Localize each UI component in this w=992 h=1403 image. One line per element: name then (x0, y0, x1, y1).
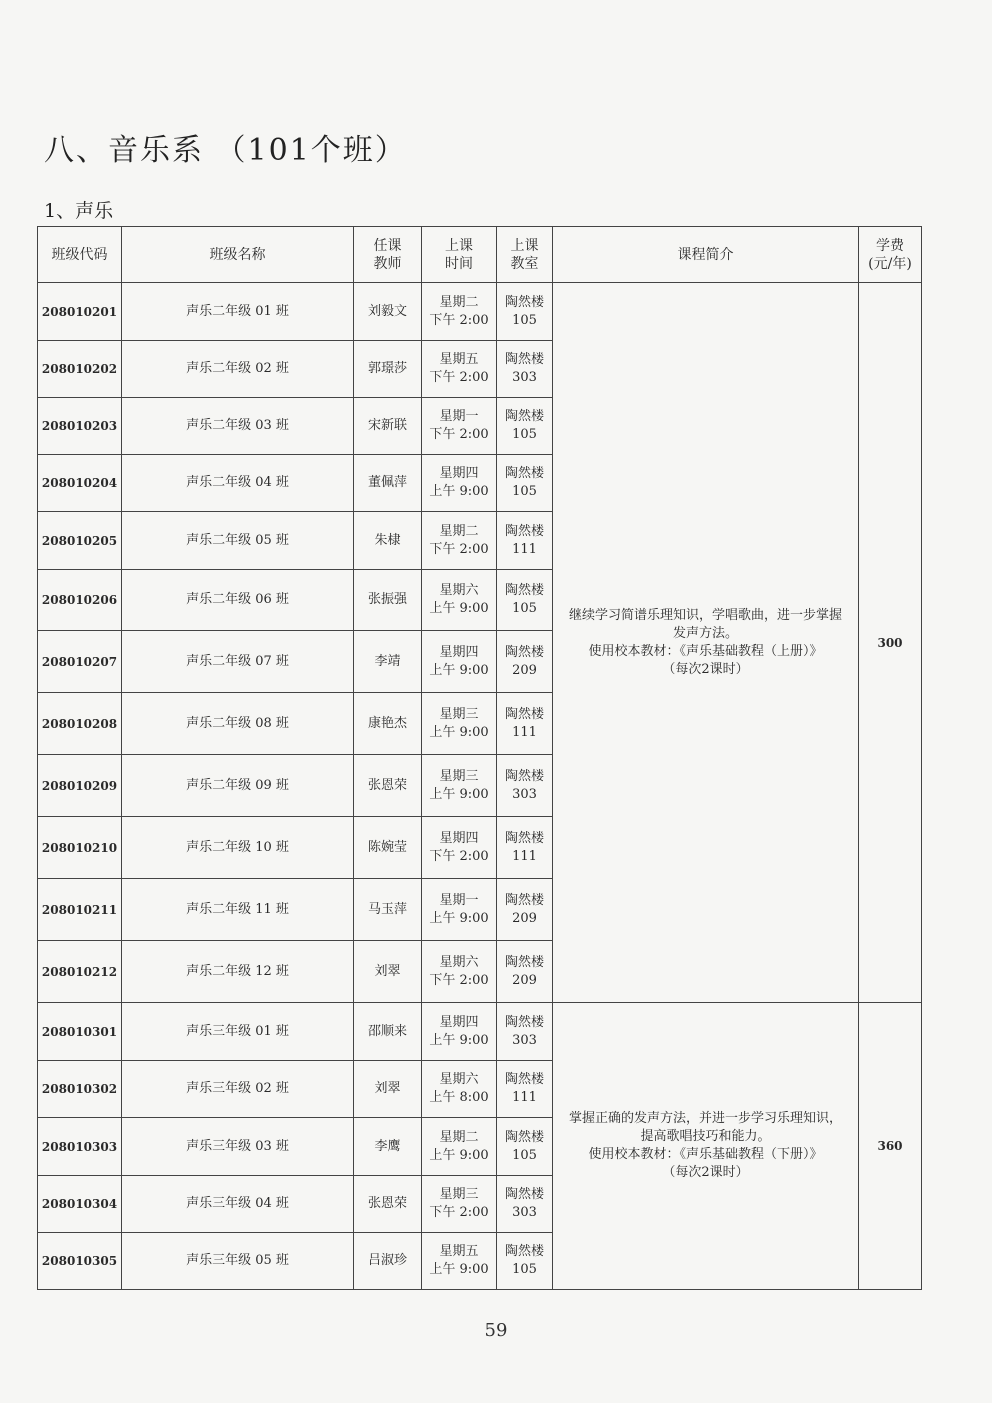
class-code: 208010304 (38, 1176, 122, 1233)
class-name: 声乐三年级 02 班 (122, 1061, 354, 1118)
class-time-line-1: 星期二 (439, 294, 479, 310)
classroom-line-1: 陶然楼 (504, 644, 544, 660)
header-teacher-line-2: 教师 (373, 255, 402, 272)
class-code: 208010208 (38, 693, 122, 755)
header-room-line-1: 上课 (510, 237, 539, 254)
header-room-line-2: 教室 (510, 255, 539, 272)
schedule-table (37, 226, 922, 1290)
class-time (422, 1061, 497, 1118)
class-time (422, 398, 497, 455)
class-code: 208010204 (38, 455, 122, 512)
class-code: 208010305 (38, 1233, 122, 1290)
classroom (497, 1118, 553, 1176)
classroom-line-1: 陶然楼 (504, 1072, 544, 1087)
classroom-line-1: 陶然楼 (504, 523, 544, 539)
teacher-name: 康艳杰 (354, 693, 422, 755)
class-time-line-2: 上午 9:00 (429, 484, 489, 499)
class-time-line-1: 星期二 (439, 523, 479, 539)
class-time (422, 817, 497, 879)
classroom-line-2: 111 (512, 541, 537, 557)
teacher-name: 朱棣 (354, 512, 422, 570)
class-time-line-2: 下午 2:00 (429, 1205, 489, 1220)
header-teacher (354, 227, 422, 283)
class-name: 声乐二年级 11 班 (122, 879, 354, 941)
teacher-name: 李鹰 (354, 1118, 422, 1176)
classroom-line-2: 209 (512, 910, 537, 926)
class-code: 208010206 (38, 570, 122, 631)
classroom-line-2: 105 (512, 601, 537, 616)
class-time (422, 693, 497, 755)
class-time (422, 570, 497, 631)
class-name: 声乐三年级 03 班 (122, 1118, 354, 1176)
course-description (553, 1003, 859, 1290)
class-time (422, 512, 497, 570)
class-name: 声乐二年级 09 班 (122, 755, 354, 817)
class-time-line-2: 下午 2:00 (429, 541, 489, 557)
table-row (38, 1003, 922, 1061)
course-description-line: 提高歌唱技巧和能力。 (640, 1129, 771, 1144)
classroom-line-2: 303 (512, 370, 537, 385)
classroom (497, 1061, 553, 1118)
tuition-fee: 300 (859, 283, 922, 1003)
class-time-line-2: 上午 9:00 (429, 662, 489, 678)
tuition-fee: 360 (859, 1003, 922, 1290)
header-fee-line-2: (元/年) (868, 255, 912, 272)
classroom-line-1: 陶然楼 (504, 466, 544, 481)
class-time-line-1: 星期六 (439, 1072, 479, 1087)
course-description-line: 掌握正确的发声方法，并进一步学习乐理知识， (568, 1111, 842, 1126)
classroom (497, 693, 553, 755)
class-name: 声乐二年级 12 班 (122, 941, 354, 1003)
class-time (422, 631, 497, 693)
classroom (497, 512, 553, 570)
classroom-line-2: 105 (512, 484, 537, 499)
class-time (422, 341, 497, 398)
class-time-line-1: 星期五 (439, 352, 479, 367)
class-name: 声乐二年级 01 班 (122, 283, 354, 341)
class-time-line-1: 星期三 (439, 768, 479, 784)
class-time-line-2: 上午 9:00 (429, 786, 489, 802)
table-row (38, 283, 922, 341)
classroom (497, 341, 553, 398)
teacher-name: 刘翠 (354, 941, 422, 1003)
course-description-line: 使用校本教材：《声乐基础教程（下册）》 (588, 1147, 823, 1162)
teacher-name: 马玉萍 (354, 879, 422, 941)
class-time (422, 1233, 497, 1290)
classroom-line-2: 303 (512, 1205, 537, 1220)
classroom-line-1: 陶然楼 (504, 409, 544, 424)
classroom-line-1: 陶然楼 (504, 583, 544, 598)
class-name: 声乐二年级 04 班 (122, 455, 354, 512)
class-time (422, 1003, 497, 1061)
header-fee-line-1: 学费 (876, 237, 904, 254)
class-time-line-1: 星期五 (439, 1244, 479, 1259)
course-description-line: 发声方法。 (672, 625, 738, 641)
class-time (422, 941, 497, 1003)
class-name: 声乐二年级 10 班 (122, 817, 354, 879)
table-body (38, 283, 922, 1290)
class-time-line-2: 下午 2:00 (429, 370, 489, 385)
classroom-line-1: 陶然楼 (504, 892, 544, 908)
class-code: 208010209 (38, 755, 122, 817)
class-time-line-2: 下午 2:00 (429, 972, 489, 988)
classroom-line-1: 陶然楼 (504, 1129, 544, 1145)
classroom-line-1: 陶然楼 (504, 352, 544, 367)
classroom (497, 817, 553, 879)
course-description (553, 283, 859, 1003)
classroom-line-1: 陶然楼 (504, 954, 544, 970)
class-time-line-2: 下午 2:00 (429, 427, 489, 442)
teacher-name: 张振强 (354, 570, 422, 631)
classroom (497, 631, 553, 693)
class-time (422, 455, 497, 512)
class-name: 声乐二年级 07 班 (122, 631, 354, 693)
classroom-line-1: 陶然楼 (504, 830, 544, 846)
class-name: 声乐三年级 01 班 (122, 1003, 354, 1061)
class-code: 208010211 (38, 879, 122, 941)
classroom (497, 283, 553, 341)
teacher-name: 郭璟莎 (354, 341, 422, 398)
class-name: 声乐二年级 02 班 (122, 341, 354, 398)
class-time (422, 879, 497, 941)
class-time (422, 1176, 497, 1233)
header-fee (859, 227, 922, 283)
class-time-line-1: 星期四 (439, 644, 479, 660)
class-time-line-2: 上午 8:00 (429, 1090, 489, 1105)
class-name: 声乐二年级 05 班 (122, 512, 354, 570)
classroom-line-2: 303 (512, 786, 537, 802)
class-name: 声乐二年级 03 班 (122, 398, 354, 455)
classroom-line-1: 陶然楼 (504, 768, 544, 784)
class-time-line-2: 下午 2:00 (429, 312, 489, 328)
class-time-line-2: 上午 9:00 (429, 1262, 489, 1277)
teacher-name: 李靖 (354, 631, 422, 693)
class-time-line-2: 上午 9:00 (429, 724, 489, 740)
class-time-line-1: 星期四 (439, 1014, 479, 1030)
classroom (497, 879, 553, 941)
class-code: 208010210 (38, 817, 122, 879)
header-room (497, 227, 553, 283)
course-description-line: 继续学习简谱乐理知识，学唱歌曲，进一步掌握 (568, 607, 842, 623)
teacher-name: 刘翠 (354, 1061, 422, 1118)
classroom-line-1: 陶然楼 (504, 1244, 544, 1259)
header-name: 班级名称 (122, 227, 354, 283)
class-name: 声乐三年级 04 班 (122, 1176, 354, 1233)
classroom (497, 398, 553, 455)
classroom-line-1: 陶然楼 (504, 1014, 544, 1030)
class-name: 声乐二年级 08 班 (122, 693, 354, 755)
teacher-name: 董佩萍 (354, 455, 422, 512)
class-code: 208010301 (38, 1003, 122, 1061)
class-time-line-1: 星期六 (439, 954, 479, 970)
classroom-line-2: 105 (512, 1147, 537, 1163)
class-code: 208010202 (38, 341, 122, 398)
classroom-line-2: 209 (512, 662, 537, 678)
classroom (497, 1176, 553, 1233)
course-description-line: （每次2课时） (662, 661, 749, 677)
class-time-line-2: 上午 9:00 (429, 1147, 489, 1163)
classroom-line-2: 105 (512, 312, 537, 328)
teacher-name: 张恩荣 (354, 755, 422, 817)
class-time (422, 283, 497, 341)
class-time-line-1: 星期三 (439, 706, 479, 722)
classroom (497, 755, 553, 817)
classroom-line-2: 111 (512, 848, 537, 864)
class-time-line-2: 上午 9:00 (429, 1032, 489, 1048)
teacher-name: 陈婉莹 (354, 817, 422, 879)
classroom (497, 570, 553, 631)
classroom-line-1: 陶然楼 (504, 294, 544, 310)
classroom-line-2: 111 (512, 1090, 537, 1105)
page-title: 八、音乐系 （101个班） (44, 133, 407, 168)
teacher-name: 邵顺来 (354, 1003, 422, 1061)
class-time-line-2: 上午 9:00 (429, 601, 489, 616)
class-time (422, 1118, 497, 1176)
teacher-name: 刘毅文 (354, 283, 422, 341)
classroom (497, 1003, 553, 1061)
page-number: 59 (484, 1320, 508, 1341)
class-name: 声乐三年级 05 班 (122, 1233, 354, 1290)
header-code: 班级代码 (38, 227, 122, 283)
header-teacher-line-1: 任课 (373, 237, 402, 254)
classroom-line-2: 105 (512, 1262, 537, 1277)
class-time-line-1: 星期一 (439, 409, 479, 424)
classroom (497, 455, 553, 512)
class-code: 208010303 (38, 1118, 122, 1176)
class-time (422, 755, 497, 817)
classroom-line-2: 303 (512, 1032, 537, 1048)
classroom-line-2: 209 (512, 972, 537, 988)
teacher-name: 张恩荣 (354, 1176, 422, 1233)
header-time-line-1: 上课 (445, 237, 473, 254)
course-description-line: 使用校本教材：《声乐基础教程（上册）》 (588, 643, 823, 659)
class-time-line-1: 星期二 (439, 1129, 479, 1145)
classroom-line-1: 陶然楼 (504, 706, 544, 722)
class-time-line-2: 下午 2:00 (429, 848, 489, 864)
classroom (497, 1233, 553, 1290)
classroom-line-2: 111 (512, 724, 537, 740)
class-time-line-1: 星期一 (439, 892, 479, 908)
header-time-line-2: 时间 (445, 255, 473, 272)
class-code: 208010205 (38, 512, 122, 570)
class-time-line-2: 上午 9:00 (429, 910, 489, 926)
classroom-line-1: 陶然楼 (504, 1187, 544, 1202)
class-code: 208010207 (38, 631, 122, 693)
class-time-line-1: 星期三 (439, 1187, 479, 1202)
header-desc: 课程简介 (553, 227, 859, 283)
teacher-name: 宋新联 (354, 398, 422, 455)
class-code: 208010302 (38, 1061, 122, 1118)
class-time-line-1: 星期六 (439, 583, 479, 598)
class-name: 声乐二年级 06 班 (122, 570, 354, 631)
classroom-line-2: 105 (512, 427, 537, 442)
teacher-name: 吕淑珍 (354, 1233, 422, 1290)
section-title: 1、声乐 (44, 200, 114, 222)
class-time-line-1: 星期四 (439, 466, 479, 481)
header-time (422, 227, 497, 283)
class-code: 208010212 (38, 941, 122, 1003)
table-header-row (38, 227, 922, 283)
classroom (497, 941, 553, 1003)
class-time-line-1: 星期四 (439, 830, 479, 846)
class-code: 208010201 (38, 283, 122, 341)
course-description-line: （每次2课时） (662, 1165, 749, 1180)
class-code: 208010203 (38, 398, 122, 455)
